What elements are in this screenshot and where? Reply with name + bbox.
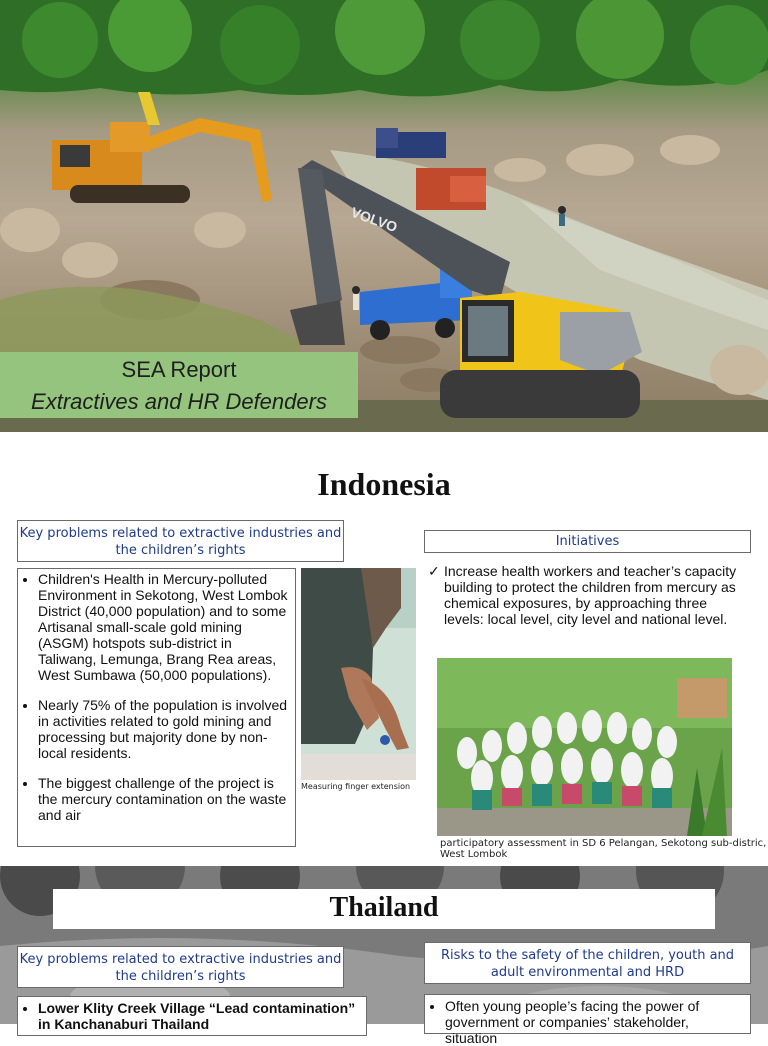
excavator-brand-text: VOLVO bbox=[348, 203, 400, 236]
participatory-assessment-photo bbox=[437, 658, 732, 836]
indonesia-heading: Indonesia bbox=[317, 466, 451, 502]
finger-measurement-photo bbox=[301, 568, 416, 780]
thailand-risks-label: Risks to the safety of the children, youth and adult environmental and HRD bbox=[424, 942, 751, 984]
list-item: • The biggest challenge of the project is the mercury contamination on the waste and air bbox=[38, 775, 289, 823]
initiative-item: Increase health workers and teacher’s capacity building to protect the children from mercury as chemical exposures, by approaching three levels: local level, city level and national level. bbox=[444, 563, 737, 627]
thailand-problems-box bbox=[17, 996, 367, 1036]
finger-photo-caption: Measuring finger extension bbox=[301, 782, 411, 791]
indonesia-problems-label: Key problems related to extractive industries and the children’s rights bbox=[17, 520, 344, 562]
list-item: • Nearly 75% of the population is involved in activities related to gold mining and processing but majority done by non-local residents. bbox=[38, 697, 289, 761]
thailand-heading: Thailand bbox=[329, 892, 439, 923]
thailand-problems-label: Key problems related to extractive industries and the children’s rights bbox=[17, 946, 344, 988]
indonesia-problems-list bbox=[20, 571, 289, 823]
list-item: • Often young people’s facing the power of government or companies’ stakeholder, situation bbox=[445, 998, 744, 1046]
indonesia-problems-box bbox=[17, 568, 296, 847]
list-item: • Children's Health in Mercury-polluted Environment in Sekotong, West Lombok District (40,000 population) and to some Artisanal small-scale gold mining (ASGM) hotspots sub-district in Taliwang, Lemunga, Brang Rea areas, West Sumbawa (50,000 populations). bbox=[38, 571, 289, 683]
initiatives-box bbox=[424, 560, 751, 648]
thailand-risks-box bbox=[424, 994, 751, 1046]
checkmark-icon: ✓ bbox=[428, 563, 440, 579]
report-title: SEA Report bbox=[121, 357, 237, 382]
group-photo-caption: participatory assessment in SD 6 Pelangan, Sekotong sub-distric, West Lombok bbox=[440, 838, 767, 860]
initiatives-label: Initiatives bbox=[424, 530, 751, 553]
list-item: • Lower Klity Creek Village “Lead contamination” in Kanchanaburi Thailand bbox=[38, 1000, 360, 1032]
report-subtitle: Extractives and HR Defenders bbox=[31, 389, 327, 414]
